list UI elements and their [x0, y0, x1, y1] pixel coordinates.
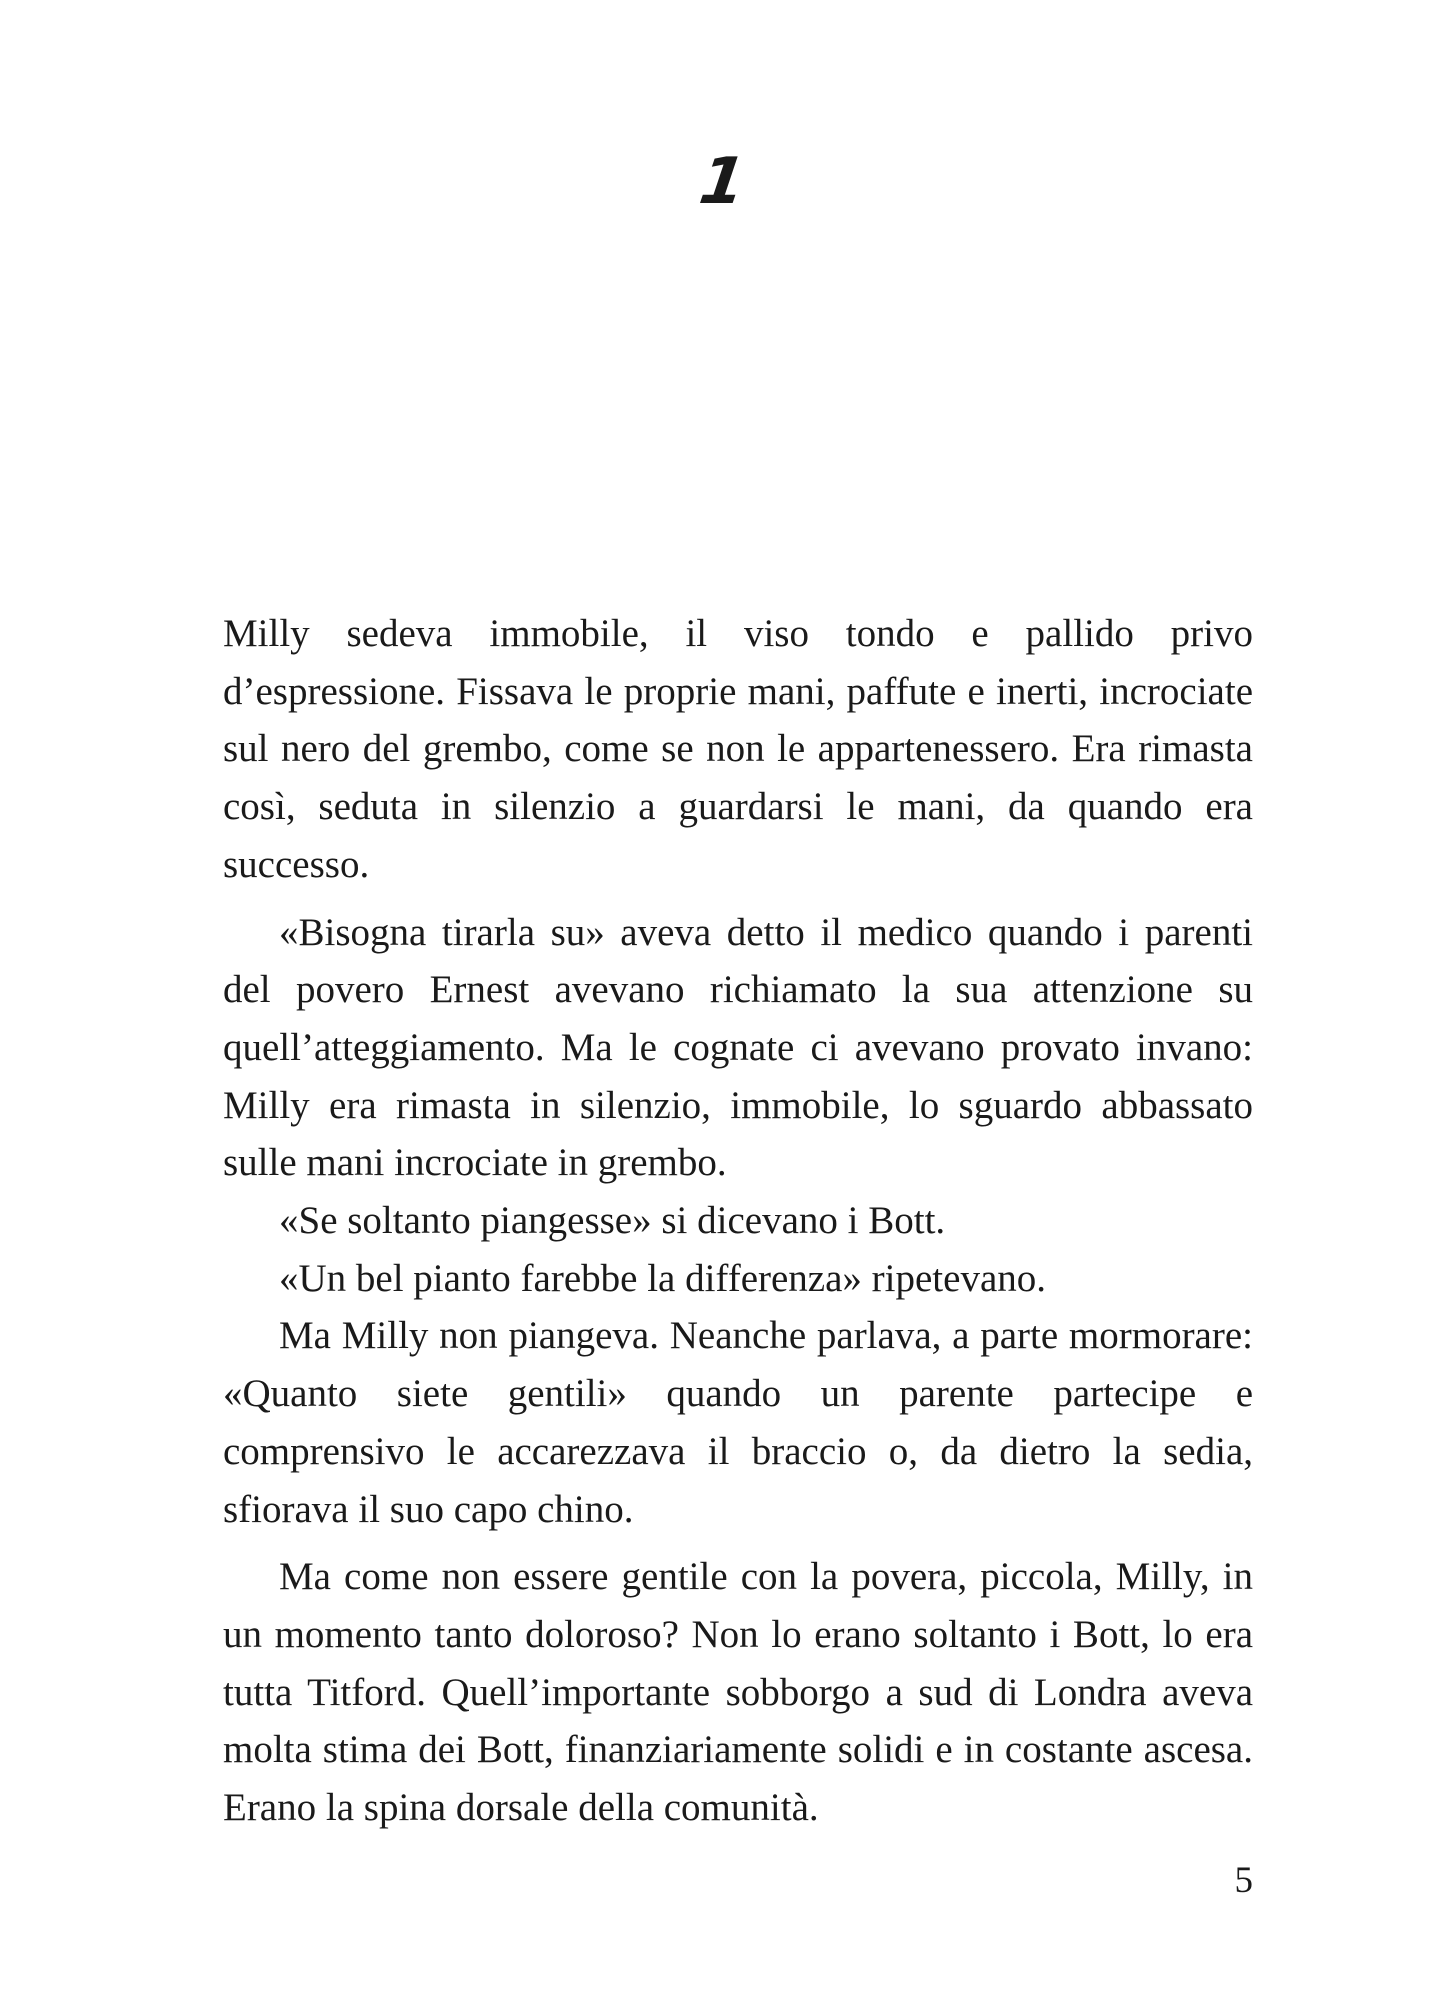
chapter-number: 1	[695, 145, 750, 219]
paragraph: Ma come non essere gentile con la povera, piccola, Milly, in un momento tanto doloroso? Non lo erano soltanto i Bott, lo era tutta Titford. Quell’importante sobborgo a sud di Londra aveva molta stima dei Bott, finanziariamente solidi e in costante ascesa. Erano la spina dorsale della comunità.	[223, 1555, 1253, 1830]
paragraph: Ma Milly non piangeva. Neanche parlava, a parte mormorare: «Quanto siete gentili» quando un parente partecipe e comprensivo le accarezzava il braccio o, da dietro la sedia, sfiorava il suo capo chino.	[223, 1314, 1253, 1531]
page-number: 5	[1234, 1860, 1253, 1901]
paragraph: «Bisogna tirarla su» aveva detto il medico quando i parenti del povero Ernest avevano richiamato la sua attenzione su quell’atteggiamento. Ma le cognate ci avevano provato invano: Milly era rimasta in silenzio, immobile, lo sguardo abbassato sulle mani incrociate in grembo.	[223, 910, 1253, 1185]
chapter-body	[223, 605, 1253, 1837]
paragraph: «Un bel pianto farebbe la differenza» ripetevano.	[279, 1256, 1047, 1300]
paragraph: Milly sedeva immobile, il viso tondo e pallido privo d’espressione. Fissava le proprie mani, paffute e inerti, incrociate sul nero del grembo, come se non le appartenessero. Era rimasta così, seduta in silenzio a guardarsi le mani, da quando era successo.	[223, 612, 1253, 886]
paragraph: «Se soltanto piangesse» si dicevano i Bott.	[279, 1199, 946, 1243]
